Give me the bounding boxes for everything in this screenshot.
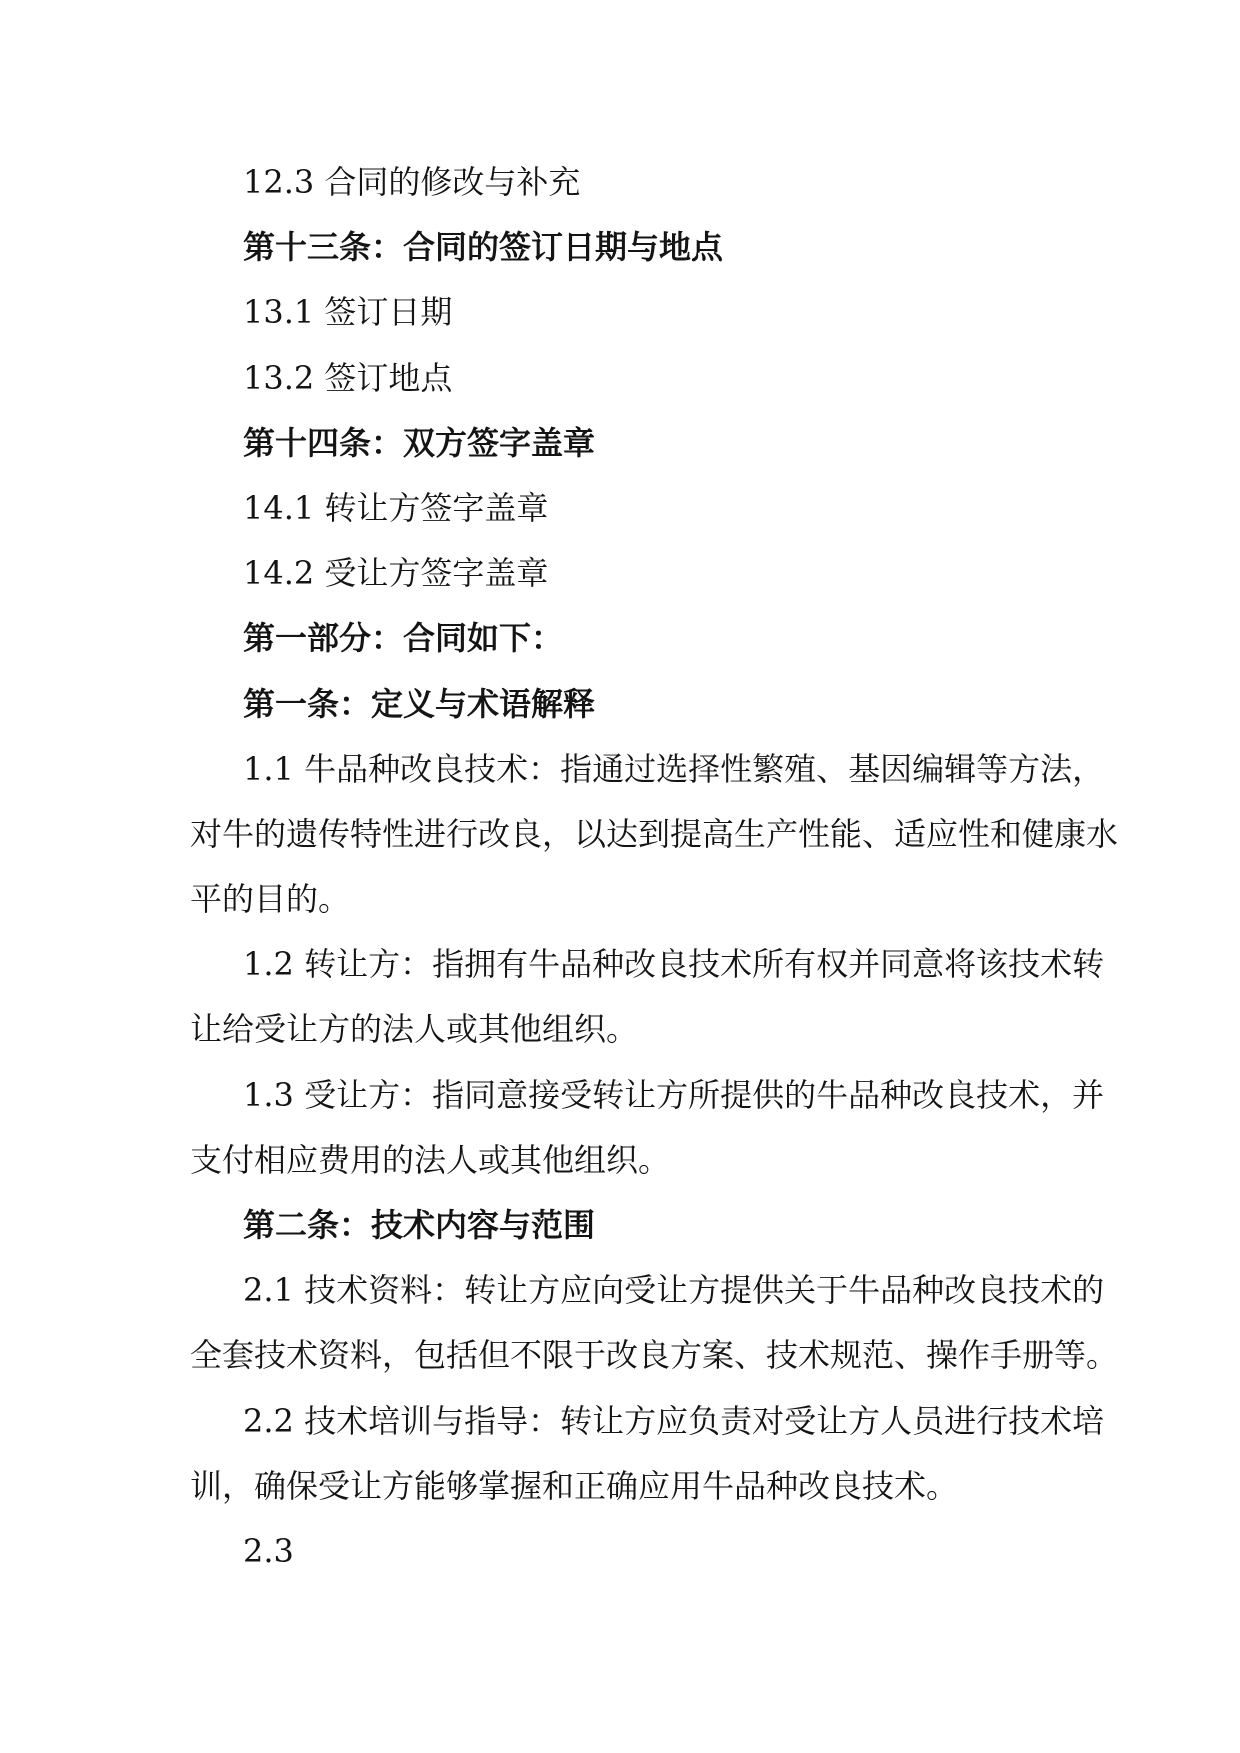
body-text-line: 让给受让方的法人或其他组织。 (190, 1010, 639, 1049)
heading-line: 第十三条：合同的签订日期与地点 (243, 228, 724, 267)
body-text-line: 1.1 牛品种改良技术：指通过选择性繁殖、基因编辑等方法， (243, 749, 1105, 788)
body-text-line: 13.2 签订地点 (243, 358, 453, 397)
body-text-line: 1.3 受让方：指同意接受转让方所提供的牛品种改良技术，并 (243, 1075, 1105, 1114)
body-text-line: 支付相应费用的法人或其他组织。 (190, 1140, 671, 1179)
body-text-line: 对牛的遗传特性进行改良，以达到提高生产性能、适应性和健康水 (190, 814, 1119, 853)
body-text-line: 12.3 合同的修改与补充 (243, 163, 581, 201)
body-text-line: 1.2 转让方：指拥有牛品种改良技术所有权并同意将该技术转 (243, 945, 1105, 984)
contract-text-block (190, 150, 1120, 1584)
heading-line: 第二条：技术内容与范围 (243, 1206, 596, 1244)
body-text-line: 2.1 技术资料：转让方应向受让方提供关于牛品种改良技术的 (243, 1271, 1105, 1310)
body-text-line: 2.2 技术培训与指导：转让方应负责对受让方人员进行技术培 (243, 1401, 1105, 1440)
body-text-line: 13.1 签订日期 (243, 293, 453, 332)
body-text-line: 训，确保受让方能够掌握和正确应用牛品种改良技术。 (190, 1466, 959, 1505)
body-text-line: 平的目的。 (190, 880, 351, 919)
body-text-line: 14.2 受让方签字盖章 (243, 554, 549, 593)
body-text-line: 2.3 (243, 1531, 294, 1570)
heading-line: 第一部分：合同如下： (243, 619, 564, 658)
heading-line: 第十四条：双方签字盖章 (243, 423, 596, 462)
body-text-line: 全套技术资料，包括但不限于改良方案、技术规范、操作手册等。 (190, 1336, 1119, 1375)
heading-line: 第一条：定义与术语解释 (243, 684, 596, 723)
body-text-line: 14.1 转让方签字盖章 (243, 488, 549, 527)
